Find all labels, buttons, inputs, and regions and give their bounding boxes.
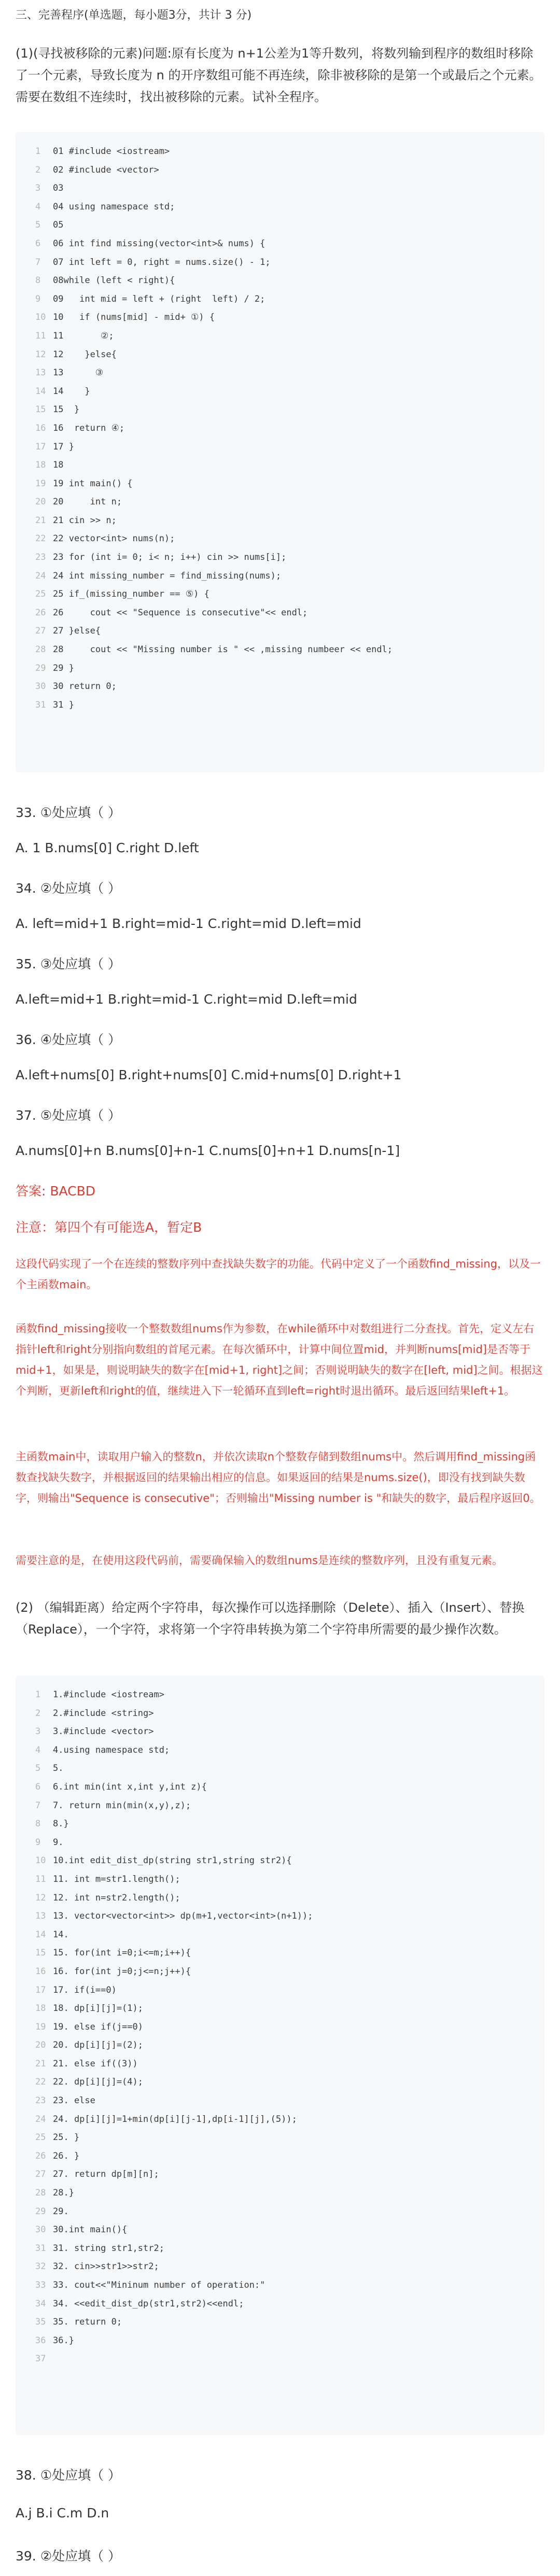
line-number: 35 <box>35 2317 46 2328</box>
code-line <box>35 1981 544 2000</box>
code-line <box>35 2165 544 2184</box>
line-number: 11 <box>35 1874 46 1884</box>
code-line <box>35 1870 544 1889</box>
line-number: 33 <box>35 2280 46 2290</box>
code-line <box>35 1926 544 1945</box>
code-text: 2.#include <string> <box>53 1708 154 1719</box>
code-text: 31 } <box>53 699 74 710</box>
code-line <box>35 327 544 346</box>
code-text: 13 ③ <box>53 368 104 378</box>
code-line <box>35 2129 544 2147</box>
code-text: 22. dp[i][j]=(4); <box>53 2077 143 2088</box>
line-number: 36 <box>35 2335 46 2346</box>
code-text: 12. int n=str2.length(); <box>53 1892 180 1903</box>
code-line <box>35 604 544 623</box>
question-33-options: A. 1 B.nums[0] C.right D.left <box>16 840 199 855</box>
code-line <box>35 1889 544 1908</box>
code-block-2 <box>16 1676 544 2435</box>
code-text: 22 vector<int> nums(n); <box>53 533 175 544</box>
code-text: 04 using namespace std; <box>53 201 175 212</box>
line-number: 12 <box>35 349 46 360</box>
code-line <box>35 548 544 567</box>
code-text: 19. else if(j==0) <box>53 2021 143 2032</box>
code-line <box>35 641 544 659</box>
code-line <box>35 567 544 586</box>
code-line <box>35 2203 544 2221</box>
code-text: 8.} <box>53 1819 69 1829</box>
code-text: 36.} <box>53 2335 74 2346</box>
line-number: 9 <box>35 1837 41 1848</box>
code-text: 10 if (nums[mid] - mid+ ①) { <box>53 312 215 323</box>
code-text: 14. <box>53 1929 69 1940</box>
code-text: 26. } <box>53 2150 80 2161</box>
line-number: 25 <box>35 589 46 600</box>
code-text: 25. } <box>53 2132 80 2143</box>
question-37-options: A.nums[0]+n B.nums[0]+n-1 C.nums[0]+n+1 D.nums[n-1] <box>16 1143 400 1158</box>
code-text: 3.#include <vector> <box>53 1726 154 1737</box>
code-line <box>35 1944 544 1963</box>
code-line <box>35 1741 544 1760</box>
code-line <box>35 2350 544 2369</box>
question-36: 36. ④处应填（ ） <box>16 1032 121 1047</box>
line-number: 6 <box>35 1781 41 1792</box>
code-text: 10.int edit_dist_dp(string str1,string str2){ <box>53 1855 292 1866</box>
question-35: 35. ③处应填（ ） <box>16 956 121 972</box>
code-text: 34. <<edit_dist_dp(str1,str2)<<endl; <box>53 2298 244 2309</box>
code-line <box>35 1686 544 1705</box>
code-line <box>35 1834 544 1852</box>
explanation-1: 这段代码实现了一个在连续的整数序列中查找缺失数字的功能。代码中定义了一个函数find_missing，以及一个主函数main。 <box>16 1258 541 1291</box>
code-line <box>35 1723 544 1741</box>
code-line <box>35 235 544 254</box>
line-number: 10 <box>35 312 46 323</box>
line-number: 20 <box>35 2040 46 2051</box>
code-text: 32. cin>>str1>>str2; <box>53 2261 159 2272</box>
code-text: 1.#include <iostream> <box>53 1690 164 1700</box>
line-number: 18 <box>35 460 46 471</box>
line-number: 7 <box>35 1800 41 1811</box>
line-number: 19 <box>35 2021 46 2032</box>
code-line <box>35 2110 544 2129</box>
code-text: 12 }else{ <box>53 349 117 360</box>
code-line <box>35 290 544 309</box>
line-number: 13 <box>35 1911 46 1922</box>
line-number: 14 <box>35 386 46 397</box>
code-line <box>35 2018 544 2037</box>
code-text: 25 if_(missing_number == ⑤) { <box>53 589 209 600</box>
code-text: 15 } <box>53 404 80 415</box>
code-text: 21. else if((3)) <box>53 2058 138 2069</box>
line-number: 3 <box>35 183 41 194</box>
question-34-options: A. left=mid+1 B.right=mid-1 C.right=mid D.left=mid <box>16 916 361 931</box>
code-text: 23. else <box>53 2095 95 2106</box>
code-line <box>35 179 544 198</box>
line-number: 32 <box>35 2261 46 2272</box>
code-text: 23 for (int i= 0; i< n; i++) cin >> nums[i]; <box>53 552 287 563</box>
code-text: 20 int n; <box>53 497 122 508</box>
question-38: 38. ①处应填（ ） <box>16 2468 121 2483</box>
code-line <box>35 2258 544 2276</box>
code-text: 29 } <box>53 663 74 673</box>
code-line <box>35 364 544 383</box>
code-text: 9. <box>53 1837 64 1848</box>
line-number: 28 <box>35 2188 46 2199</box>
code-line <box>35 2313 544 2332</box>
line-number: 16 <box>35 1966 46 1977</box>
code-line <box>35 161 544 180</box>
code-text: 24 int missing_number = find_missing(nums); <box>53 570 282 581</box>
line-number: 21 <box>35 515 46 526</box>
line-number: 1 <box>35 146 41 157</box>
code-line <box>35 216 544 235</box>
code-text: 27. return dp[m][n]; <box>53 2169 159 2180</box>
code-text: 01 #include <iostream> <box>53 146 170 157</box>
line-number: 8 <box>35 1819 41 1829</box>
code-text: 18. dp[i][j]=(1); <box>53 2003 143 2014</box>
problem2-intro: (2) （编辑距离）给定两个字符串，每次操作可以选择删除（Delete）、插入（Insert）、替换（Replace），一个字符，求将第一个字符串转换为第二个字符串所需要的最少操作次数。 <box>16 1600 525 1637</box>
code-text: 16 return ④; <box>53 423 125 433</box>
line-number: 5 <box>35 220 41 231</box>
code-line <box>35 401 544 419</box>
code-line <box>35 696 544 715</box>
line-number: 37 <box>35 2354 46 2364</box>
code-line <box>35 1852 544 1870</box>
code-line <box>35 254 544 272</box>
code-line <box>35 475 544 494</box>
code-line <box>35 2240 544 2258</box>
code-line <box>35 143 544 161</box>
code-line <box>35 272 544 290</box>
code-text: 16. for(int j=0;j<=n;j++){ <box>53 1966 191 1977</box>
code-line <box>35 530 544 548</box>
question-33: 33. ①处应填（ ） <box>16 805 121 820</box>
line-number: 16 <box>35 423 46 433</box>
code-line <box>35 659 544 678</box>
line-number: 15 <box>35 404 46 415</box>
code-text: 5. <box>53 1763 64 1774</box>
code-lines-2 <box>16 1676 544 2369</box>
line-number: 5 <box>35 1763 41 1774</box>
line-number: 31 <box>35 2243 46 2254</box>
code-text: 6.int min(int x,int y,int z){ <box>53 1781 207 1792</box>
line-number: 21 <box>35 2058 46 2069</box>
code-text: 13. vector<vector<int>> dp(m+1,vector<int>(n+1)); <box>53 1911 313 1922</box>
line-number: 27 <box>35 2169 46 2180</box>
line-number: 11 <box>35 330 46 341</box>
line-number: 19 <box>35 478 46 489</box>
line-number: 30 <box>35 681 46 692</box>
code-line <box>35 2295 544 2314</box>
code-text: 28 cout << "Missing number is " << ,missing numbeer << endl; <box>53 644 393 655</box>
code-text: 31. string str1,str2; <box>53 2243 164 2254</box>
code-line <box>35 1759 544 1778</box>
code-text: 28.} <box>53 2188 74 2199</box>
line-number: 23 <box>35 552 46 563</box>
problem1-intro: (1)(寻找被移除的元素)问题:原有长度为 n+1公差为1等升数列，将数列输到程序的数组时移除了一个元素，导致长度为 n 的开序数组可能不再连续，除非被移除的是第一个或最后之个元素。需要在数组不连续时，找出被移除的元素。试补全程序。 <box>16 46 542 104</box>
question-38-options: A.j B.i C.m D.n <box>16 2505 109 2521</box>
question-37: 37. ⑤处应填（ ） <box>16 1108 121 1123</box>
line-number: 22 <box>35 2077 46 2088</box>
line-number: 18 <box>35 2003 46 2014</box>
line-number: 6 <box>35 238 41 249</box>
line-number: 1 <box>35 1690 41 1700</box>
code-line <box>35 346 544 364</box>
code-line <box>35 1705 544 1723</box>
code-line <box>35 585 544 604</box>
line-number: 31 <box>35 699 46 710</box>
code-text: 15. for(int i=0;i<=m;i++){ <box>53 1948 191 1959</box>
code-line <box>35 383 544 401</box>
explanation-2: 函数find_missing接收一个整数数组nums作为参数，在while循环中对数组进行二分查找。首先，定义左右指针left和right分别指向数组的首尾元素。在每次循环中，计算中间位置mid，并判断nums[mid]是否等于mid+1，如果是，则说明缺失的数字在[mid+1, right]之间；否则说明缺失的数字在[left, mid]之间。根据这个判断，更新left和right的值，继续进入下一轮循环直到left=right时退出循环。最后返回结果left+1。 <box>16 1322 543 1397</box>
code-text: 17 } <box>53 441 74 452</box>
line-number: 26 <box>35 2150 46 2161</box>
code-line <box>35 1907 544 1926</box>
explanation-3: 主函数main中，读取用户输入的整数n，并依次读取n个整数存储到数组nums中。然后调用find_missing函数查找缺失数字，并根据返回的结果输出相应的信息。如果返回的结果是nums.size()，即没有找到缺失数字，则输出"Sequence is consecutive"；否则输出"Missing number is "和缺失的数字，最后程序返回0。 <box>16 1451 541 1504</box>
line-number: 2 <box>35 1708 41 1719</box>
code-line <box>35 2073 544 2092</box>
line-number: 8 <box>35 275 41 286</box>
code-text: 05 <box>53 220 64 231</box>
line-number: 22 <box>35 533 46 544</box>
code-text: 24. dp[i][j]=1+min(dp[i][j-1],dp[i-1][j],(5)); <box>53 2114 297 2124</box>
code-line <box>35 1815 544 1834</box>
code-line <box>35 1963 544 1981</box>
question-34: 34. ②处应填（ ） <box>16 881 121 896</box>
line-number: 20 <box>35 497 46 508</box>
line-number: 24 <box>35 570 46 581</box>
line-number: 14 <box>35 1929 46 1940</box>
code-text: 7. return min(min(x,y),z); <box>53 1800 191 1811</box>
code-line <box>35 1797 544 1815</box>
code-text: 14 } <box>53 386 90 397</box>
code-text: 08while (left < right){ <box>53 275 175 286</box>
code-text: 19 int main() { <box>53 478 133 489</box>
code-line <box>35 2184 544 2203</box>
line-number: 3 <box>35 1726 41 1737</box>
code-text: 03 <box>53 183 64 194</box>
code-text: 06 int find missing(vector<int>& nums) { <box>53 238 265 249</box>
code-line <box>35 2000 544 2018</box>
code-line <box>35 2036 544 2055</box>
code-block-1 <box>16 132 544 772</box>
code-line <box>35 198 544 217</box>
code-text: 02 #include <vector> <box>53 164 159 175</box>
code-line <box>35 2055 544 2074</box>
code-line <box>35 2332 544 2350</box>
line-number: 25 <box>35 2132 46 2143</box>
question-36-options: A.left+nums[0] B.right+nums[0] C.mid+nums[0] D.right+1 <box>16 1067 402 1082</box>
line-number: 29 <box>35 663 46 673</box>
code-lines-1 <box>16 132 544 714</box>
line-number: 15 <box>35 1948 46 1959</box>
code-text: 11. int m=str1.length(); <box>53 1874 180 1884</box>
code-text: 33. cout<<"Mininum number of operation:" <box>53 2280 265 2290</box>
code-line <box>35 622 544 641</box>
line-number: 24 <box>35 2114 46 2124</box>
question-39: 39. ②处应填（ ） <box>16 2549 121 2564</box>
code-line <box>35 438 544 457</box>
code-line <box>35 2092 544 2110</box>
answer-1: 答案: BACBD <box>16 1184 96 1199</box>
code-text: 21 cin >> n; <box>53 515 117 526</box>
line-number: 13 <box>35 368 46 378</box>
code-text: 26 cout << "Sequence is consecutive"<< endl; <box>53 607 308 618</box>
line-number: 23 <box>35 2095 46 2106</box>
line-number: 29 <box>35 2206 46 2217</box>
line-number: 30 <box>35 2225 46 2235</box>
note-1: 注意：第四个有可能选A，暂定B <box>16 1220 202 1235</box>
code-text: 09 int mid = left + (right left) / 2; <box>53 293 265 304</box>
line-number: 27 <box>35 626 46 637</box>
code-line <box>35 493 544 512</box>
code-text: 30.int main(){ <box>53 2225 128 2235</box>
code-text: 18 <box>53 460 64 471</box>
code-line <box>35 419 544 438</box>
code-text: 27 }else{ <box>53 626 101 637</box>
line-number: 4 <box>35 1744 41 1755</box>
code-line <box>35 1778 544 1797</box>
code-line <box>35 2276 544 2295</box>
code-text: 11 ②; <box>53 330 114 341</box>
code-line <box>35 678 544 696</box>
line-number: 17 <box>35 1984 46 1995</box>
code-text: 07 int left = 0, right = nums.size() - 1; <box>53 257 271 268</box>
code-text: 20. dp[i][j]=(2); <box>53 2040 143 2051</box>
line-number: 28 <box>35 644 46 655</box>
code-text: 35. return 0; <box>53 2317 122 2328</box>
code-line <box>35 2221 544 2240</box>
code-line <box>35 308 544 327</box>
code-text: 17. if(i==0) <box>53 1984 117 1995</box>
section-title: 三、完善程序(单选题，每小题3分，共计 3 分) <box>16 9 252 22</box>
line-number: 4 <box>35 201 41 212</box>
explanation-4: 需要注意的是，在使用这段代码前，需要确保输入的数组nums是连续的整数序列，且没有重复元素。 <box>16 1554 503 1567</box>
line-number: 34 <box>35 2298 46 2309</box>
line-number: 9 <box>35 293 41 304</box>
question-35-options: A.left=mid+1 B.right=mid-1 C.right=mid D.left=mid <box>16 992 357 1007</box>
line-number: 26 <box>35 607 46 618</box>
code-line <box>35 512 544 530</box>
line-number: 17 <box>35 441 46 452</box>
code-text: 29. <box>53 2206 69 2217</box>
line-number: 10 <box>35 1855 46 1866</box>
line-number: 12 <box>35 1892 46 1903</box>
code-line <box>35 456 544 475</box>
line-number: 7 <box>35 257 41 268</box>
code-line <box>35 2147 544 2166</box>
code-text: 30 return 0; <box>53 681 117 692</box>
code-text: 4.using namespace std; <box>53 1744 170 1755</box>
line-number: 2 <box>35 164 41 175</box>
